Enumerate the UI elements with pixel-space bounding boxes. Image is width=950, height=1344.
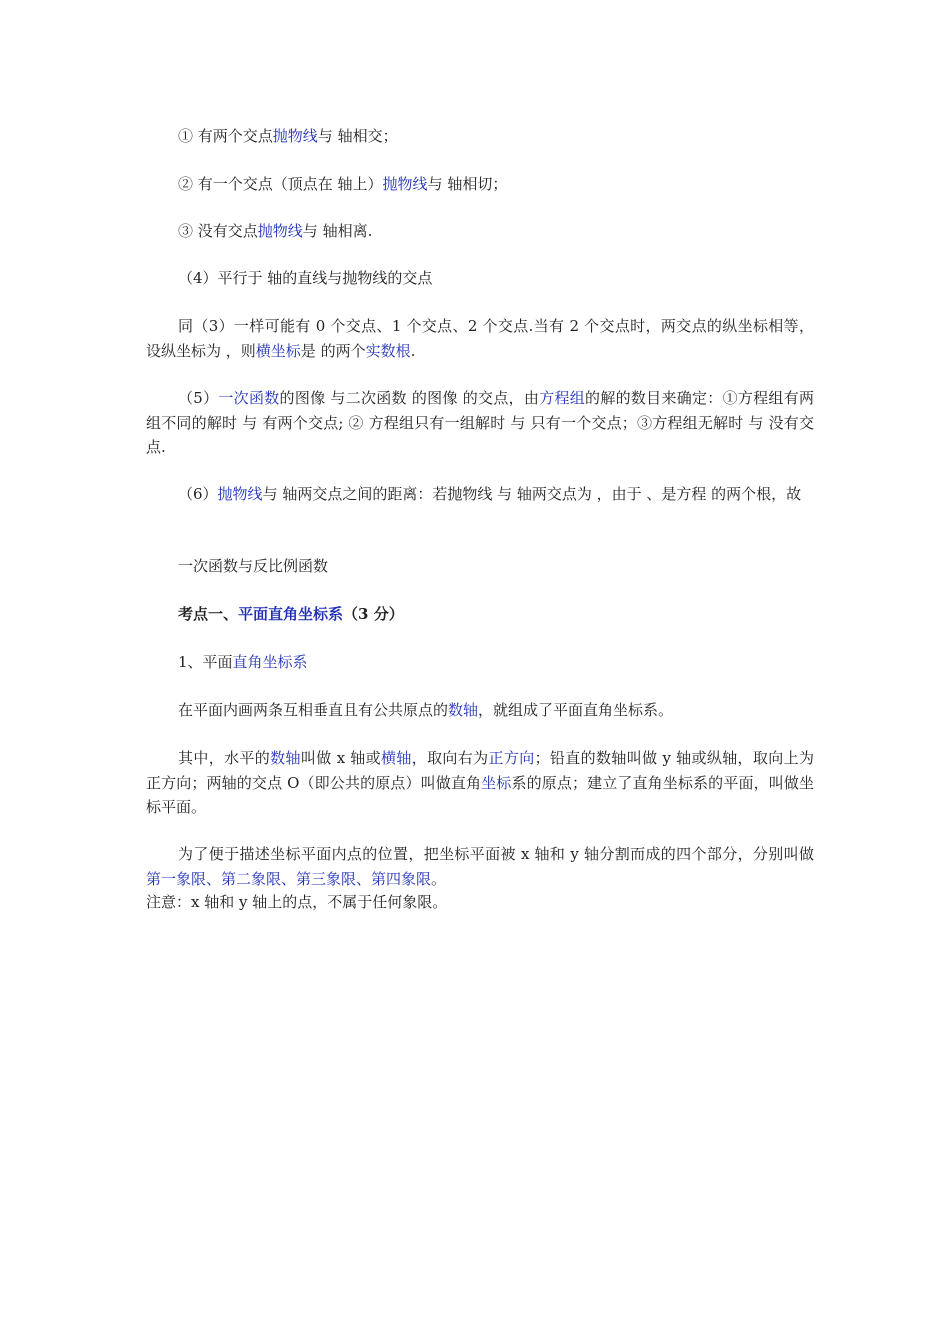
paragraph-axes-description: 其中，水平的数轴叫做 x 轴或横轴，取向右为正方向；铅直的数轴叫做 y 轴或纵轴，取向上为正方向；两轴的交点 O（即公共的原点）叫做直角坐标系的原点；建立了直角坐标系的平面，叫做坐标平面。 — [146, 749, 814, 816]
link-cartesian-coordinate-system[interactable]: 平面直角坐标系 — [238, 605, 344, 623]
link-quadrants[interactable]: 第一象限、第二象限、第三象限、第四象限 — [146, 869, 432, 888]
link-parabola[interactable]: 抛物线 — [382, 175, 428, 193]
link-number-axis[interactable]: 数轴 — [270, 749, 301, 767]
link-parabola[interactable]: 抛物线 — [272, 127, 318, 145]
paragraph-coordinate-definition: 在平面内画两条互相垂直且有公共原点的数轴，就组成了平面直角坐标系。 — [178, 701, 674, 719]
paragraph-case-no-intersection: ③ 没有交点抛物线与 轴相离. — [178, 222, 373, 240]
link-abscissa[interactable]: 横坐标 — [255, 341, 301, 360]
link-horizontal-axis[interactable]: 横轴 — [381, 749, 412, 767]
paragraph-quadrants: 为了便于描述坐标平面内点的位置，把坐标平面被 x 轴和 y 轴分割而成的四个部分，分别叫做第一象限、第二象限、第三象限、第四象限。 — [146, 845, 814, 888]
chapter-heading-linear-inverse-functions: 一次函数与反比例函数 — [178, 557, 329, 575]
link-number-axis[interactable]: 数轴 — [448, 701, 479, 719]
paragraph-case-two-intersections: ① 有两个交点抛物线与 轴相交； — [178, 127, 398, 145]
link-parabola[interactable]: 抛物线 — [257, 222, 303, 240]
section-heading-parallel-line: （4）平行于 轴的直线与抛物线的交点 — [178, 269, 433, 287]
subheading-plane-coordinate-system: 1、平面直角坐标系 — [178, 653, 308, 671]
heading-exam-point-one: 考点一、平面直角坐标系（3 分） — [178, 605, 404, 623]
link-parabola[interactable]: 抛物线 — [217, 485, 263, 503]
link-rectangular-coordinate-system[interactable]: 直角坐标系 — [232, 653, 308, 671]
link-system-of-equations[interactable]: 方程组 — [539, 389, 586, 407]
link-positive-direction[interactable]: 正方向 — [488, 749, 535, 767]
link-real-root[interactable]: 实数根 — [365, 341, 411, 360]
link-linear-function[interactable]: 一次函数 — [218, 389, 280, 407]
link-coordinate[interactable]: 坐标 — [481, 773, 512, 792]
paragraph-intersection-distance: （6）抛物线与 轴两交点之间的距离：若抛物线 与 轴两交点为 ，由于 、是方程 的两个根，故 — [178, 485, 802, 503]
paragraph-parallel-line-detail: 同（3）一样可能有 0 个交点、1 个交点、2 个交点.当有 2 个交点时，两交点的纵坐标相等，设纵坐标为 ，则横坐标是 的两个实数根. — [146, 317, 814, 360]
paragraph-note: 注意：x 轴和 y 轴上的点，不属于任何象限。 — [146, 893, 448, 911]
paragraph-linear-quadratic-intersection: （5）一次函数的图像 与二次函数 的图像 的交点，由方程组的解的数目来确定：①方程组有两组不同的解时 与 有两个交点; ② 方程组只有一组解时 与 只有一个交点；③方程组无解时 与 没有交点. — [146, 389, 814, 456]
paragraph-case-one-intersection: ② 有一个交点（顶点在 轴上）抛物线与 轴相切； — [178, 175, 508, 193]
